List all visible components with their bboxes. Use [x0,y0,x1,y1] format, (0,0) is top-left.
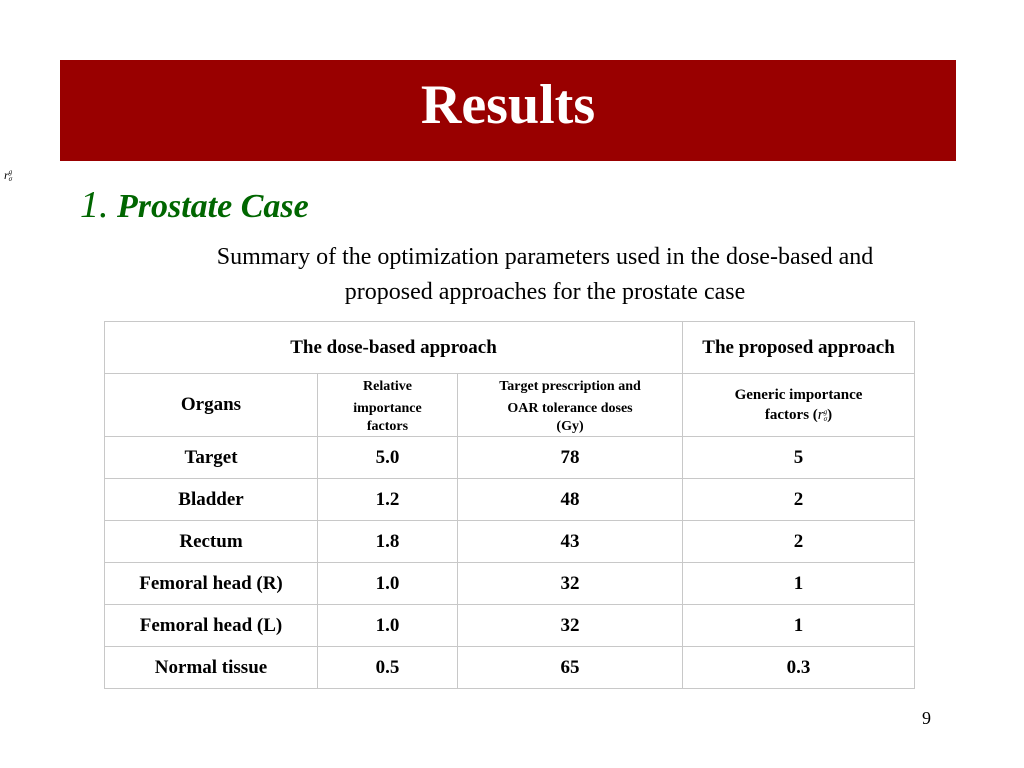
caption-line-2: proposed approaches for the prostate case [344,279,746,305]
organ-cell: Femoral head (L) [105,605,318,647]
table-caption [120,240,970,310]
header-organs: Organs [105,374,318,437]
section-title: Prostate Case [117,188,309,225]
dose-cell: 48 [458,479,683,521]
organ-cell: Rectum [105,521,318,563]
organ-cell: Normal tissue [105,647,318,689]
relative-cell: 1.8 [318,521,458,563]
relative-cell: 1.0 [318,605,458,647]
generic-symbol-sup: g [823,407,828,416]
title-banner [60,60,956,161]
header-target-line-3: (Gy) [556,419,584,434]
page-number: 9 [922,708,931,728]
organ-cell: Target [105,437,318,479]
generic-cell: 1 [683,605,915,647]
relative-cell: 0.5 [318,647,458,689]
header-generic-line-2 [683,405,914,425]
header-generic-prefix: factors ( [764,407,818,423]
header-relative-line-1: Relative [363,379,412,394]
table-row [105,647,915,689]
header-generic-importance [683,374,915,437]
relative-cell: 1.2 [318,479,458,521]
dose-cell: 43 [458,521,683,563]
table-row [105,605,915,647]
generic-symbol-base: r [817,407,824,423]
relative-cell: 5.0 [318,437,458,479]
table-row [105,479,915,521]
header-target-line-2: OAR tolerance doses [507,401,633,416]
generic-cell: 2 [683,521,915,563]
generic-cell: 5 [683,437,915,479]
header-proposed: The proposed approach [683,322,915,374]
generic-symbol-sub: σ [823,414,828,423]
dose-cell: 32 [458,605,683,647]
stray-symbol [4,168,12,183]
table-group-header-row [105,322,915,374]
header-relative-line-2: importance [353,401,422,416]
section-number: 1. [80,184,109,226]
header-relative-line-3: factors [366,419,409,434]
table-row [105,521,915,563]
header-target-line-1: Target prescription and [499,379,641,394]
stray-symbol-sub: σ [8,175,13,184]
relative-cell: 1.0 [318,563,458,605]
section-heading [80,183,309,227]
table-column-header-row [105,374,915,437]
stray-symbol-sup: g [8,168,13,177]
table-row [105,563,915,605]
generic-cell: 2 [683,479,915,521]
header-target-prescription [458,374,683,437]
slide-title: Results [420,73,596,136]
table-row [105,437,915,479]
header-relative-importance [318,374,458,437]
header-dose-based: The dose-based approach [105,322,683,374]
parameters-table [104,321,915,689]
header-generic-line-1: Generic importance [734,387,863,403]
organ-cell: Femoral head (R) [105,563,318,605]
dose-cell: 32 [458,563,683,605]
caption-line-1: Summary of the optimization parameters used in the dose-based and [216,244,874,270]
header-generic-suffix: ) [827,407,833,423]
dose-cell: 78 [458,437,683,479]
dose-cell: 65 [458,647,683,689]
generic-cell: 1 [683,563,915,605]
stray-symbol-base: r [4,168,9,182]
generic-cell: 0.3 [683,647,915,689]
organ-cell: Bladder [105,479,318,521]
